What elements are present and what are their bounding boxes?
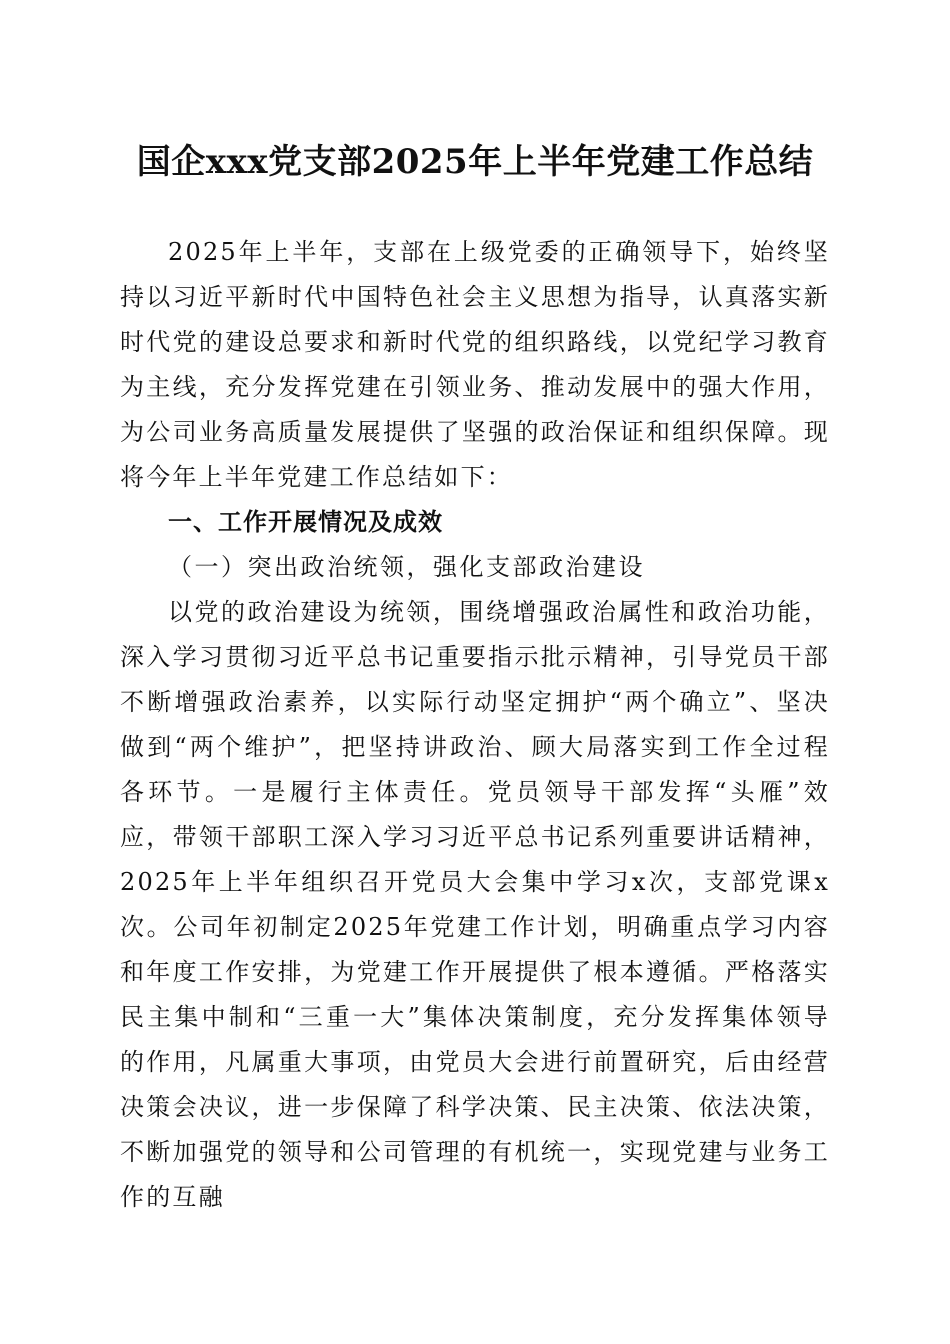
document-title: 国企xxx党支部2025年上半年党建工作总结: [136, 142, 814, 182]
subsection-heading: （一）突出政治统领，强化支部政治建设: [168, 553, 645, 581]
section-heading: 一、工作开展情况及成效: [168, 508, 443, 536]
intro-paragraph: 2025年上半年，支部在上级党委的正确领导下，始终坚持以习近平新时代中国特色社会主义思想为指导，认真落实新时代党的建设总要求和新时代党的组织路线，以党纪学习教育为主线，充分发挥党建在引领业务、推动发展中的强大作用，为公司业务高质量发展提供了坚强的政治保证和组织保障。现将今年上半年党建工作总结如下：: [120, 238, 830, 491]
subsection-paragraph: 以党的政治建设为统领，围绕增强政治属性和政治功能，深入学习贯彻习近平总书记重要指示批示精神，引导党员干部不断增强政治素养，以实际行动坚定拥护“两个确立”、坚决做到“两个维护”，把坚持讲政治、顾大局落实到工作全过程各环节。一是履行主体责任。党员领导干部发挥“头雁”效应，带领干部职工深入学习习近平总书记系列重要讲话精神，2025年上半年组织召开党员大会集中学习x次，支部党课x次。公司年初制定2025年党建工作计划，明确重点学习内容和年度工作安排，为党建工作开展提供了根本遵循。严格落实民主集中制和“三重一大”集体决策制度，充分发挥集体领导的作用，凡属重大事项，由党员大会进行前置研究，后由经营决策会决议，进一步保障了科学决策、民主决策、依法决策，不断加强党的领导和公司管理的有机统一，实现党建与业务工作的互融: [120, 598, 830, 1211]
document-body: [120, 230, 830, 1220]
